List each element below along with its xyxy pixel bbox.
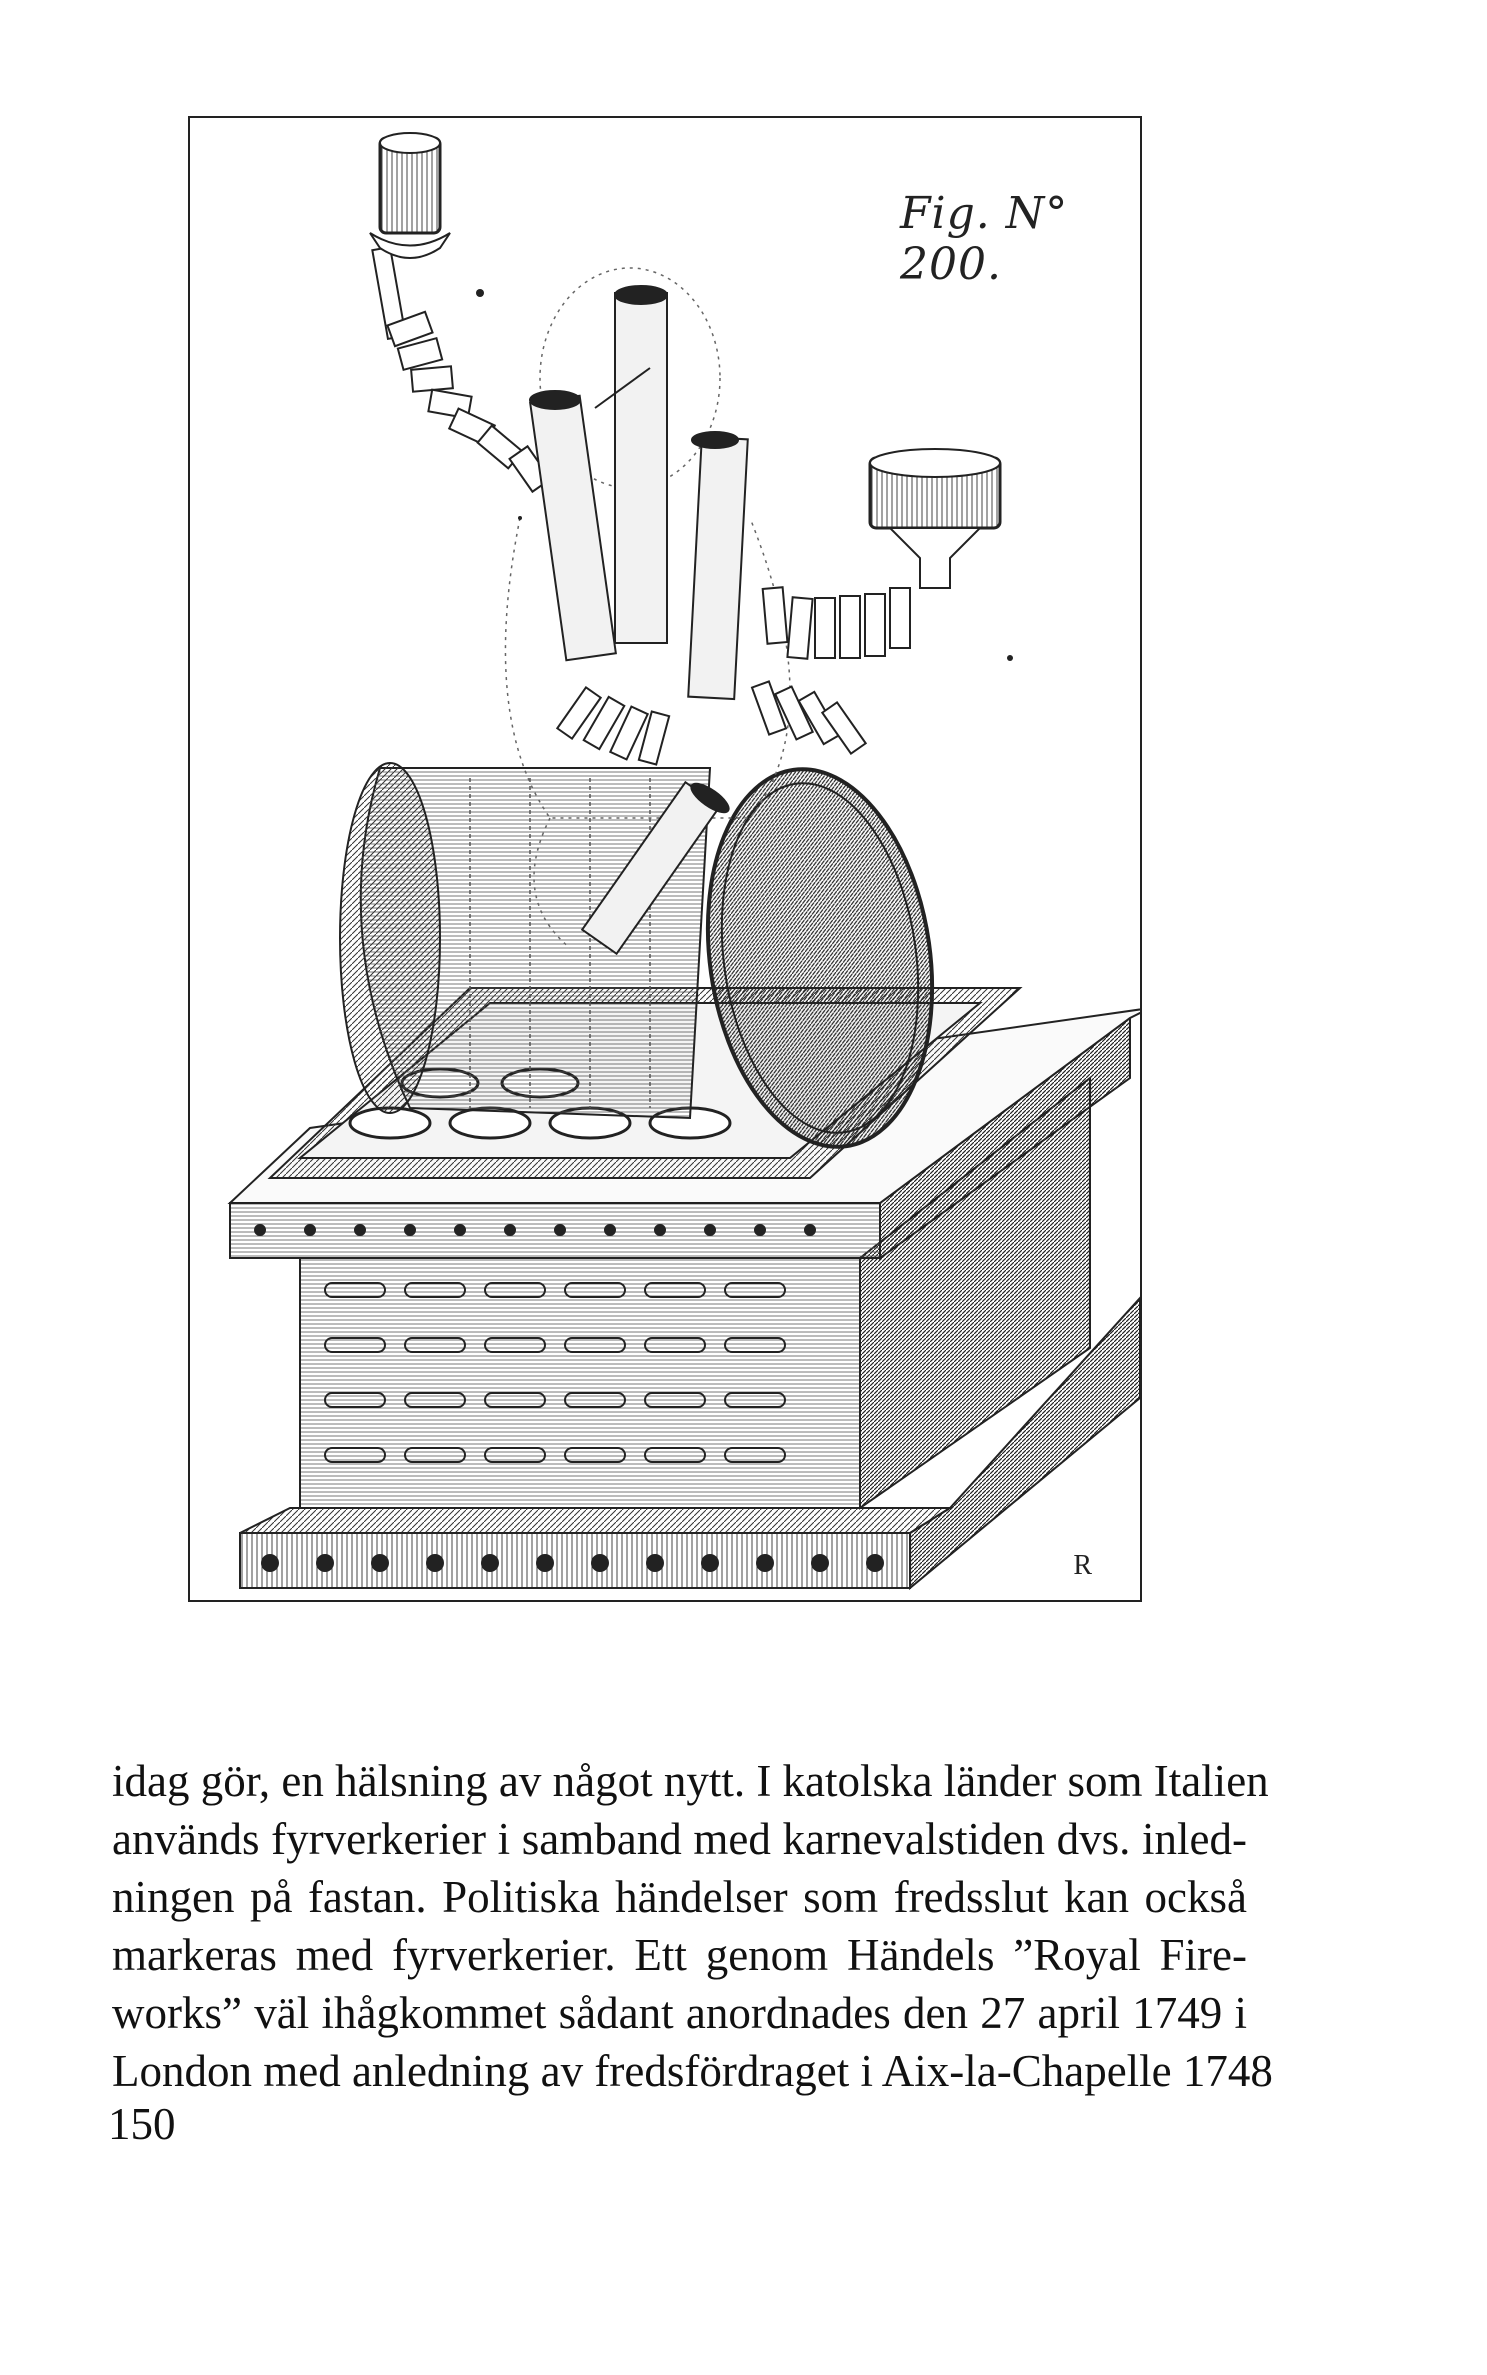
body-paragraph (112, 1752, 1273, 2100)
left-arm-rockets (372, 247, 550, 492)
body-line: idag gör, en hälsning av något nytt. I katolska länder som Italien (112, 1756, 1269, 1806)
body-line: works” väl ihågkommet sådant anordnades den 27 april 1749 i (112, 1988, 1247, 2038)
body-line: ningen på fastan. Politiska händelser som fredsslut kan också (112, 1872, 1247, 1922)
right-arm-rockets (763, 587, 910, 659)
barrel-drum (340, 755, 955, 1162)
body-line: London med anledning av fredsfördraget i Aix-la-Chapelle 1748 (112, 2046, 1273, 2096)
fireworks-engraving-illustration (190, 118, 1140, 1600)
central-tubes (530, 286, 748, 699)
page-number: 150 (108, 2099, 176, 2149)
left-hand-torch (370, 133, 450, 258)
body-line: markeras med fyrverkerier. Ett genom Händels ”Royal Fire- (112, 1930, 1247, 1980)
figure-frame (188, 116, 1142, 1602)
body-line: används fyrverkerier i samband med karnevalstiden dvs. inled- (112, 1814, 1247, 1864)
figure-caption: Fig. N° 200. (900, 188, 1069, 290)
right-hand-torch (870, 449, 1000, 588)
figure-signature-mark: R (1073, 1550, 1092, 1581)
